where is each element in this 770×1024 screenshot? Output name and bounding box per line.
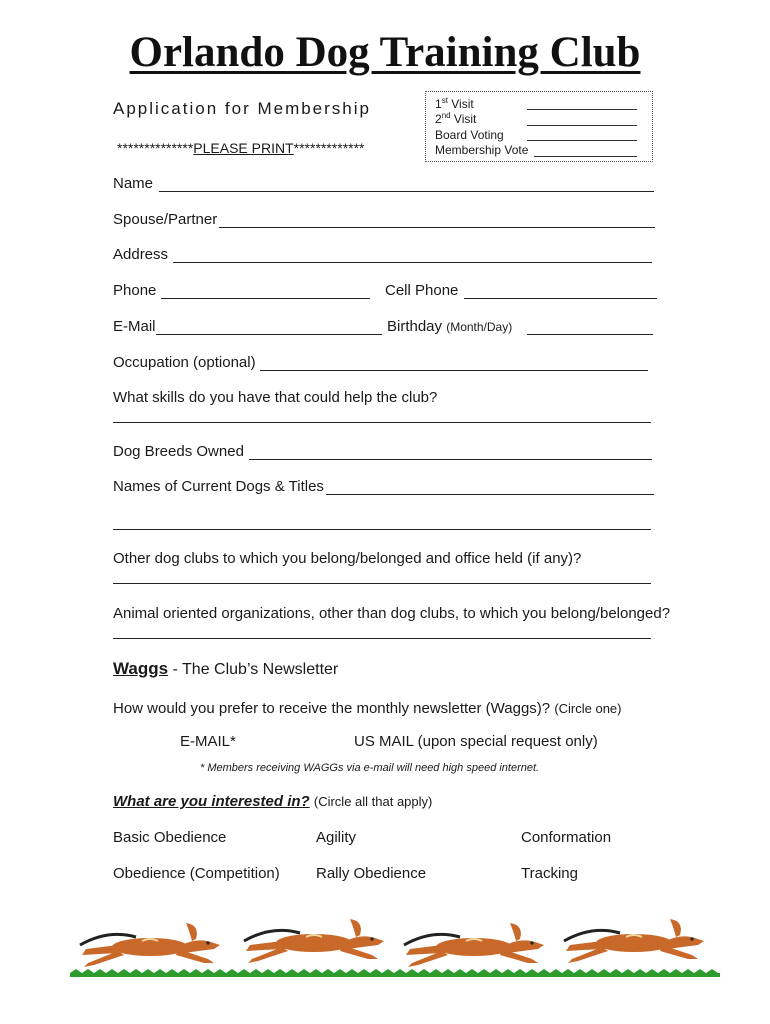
phone-field[interactable] [161,298,370,299]
cell-phone-label: Cell Phone [385,282,459,299]
spouse-label: Spouse/Partner [113,211,218,228]
spouse-field[interactable] [219,227,655,228]
occupation-label: Occupation (optional) [113,354,256,371]
email-label: E-Mail [113,318,156,335]
option-email[interactable]: E-MAIL* [180,733,236,750]
animal-orgs-field[interactable] [113,638,651,639]
second-visit-line[interactable] [527,125,637,126]
interest-agility[interactable]: Agility [316,829,357,846]
name-label: Name [113,175,154,192]
address-label: Address [113,246,169,263]
current-dogs-field-2[interactable] [113,529,651,530]
membership-vote-line[interactable] [534,156,637,157]
occupation-field[interactable] [260,370,648,371]
second-visit-label: 2nd Visit [435,111,477,126]
option-us-mail[interactable]: US MAIL (upon special request only) [354,733,598,750]
newsletter-note: * Members receiving WAGGs via e-mail will need high speed internet. [200,762,540,774]
interest-conformation[interactable]: Conformation [521,829,612,846]
other-clubs-field[interactable] [113,583,651,584]
address-field[interactable] [173,262,652,263]
animal-orgs-label: Animal oriented organizations, other than dog clubs, to which you belong/belonged? [113,605,671,622]
current-dogs-field[interactable] [326,494,654,495]
first-visit-label: 1st Visit [435,96,474,111]
first-visit-line[interactable] [527,109,637,110]
email-field[interactable] [156,334,382,335]
birthday-field[interactable] [527,334,653,335]
name-field[interactable] [159,191,654,192]
membership-vote-label: Membership Vote [435,143,529,157]
application-subtitle: Application for Membership [113,99,371,118]
current-dogs-label: Names of Current Dogs & Titles [113,478,324,495]
office-use-visit-box [425,91,653,162]
birthday-label: Birthday (Month/Day) [387,318,513,335]
grass-strip [70,969,720,977]
other-clubs-label: Other dog clubs to which you belong/belonged and office held (if any)? [113,550,582,567]
newsletter-heading: Waggs - The Club’s Newsletter [113,659,339,678]
club-title: Orlando Dog Training Club [129,29,641,76]
skills-field[interactable] [113,422,651,423]
board-voting-label: Board Voting [435,128,504,142]
cell-phone-field[interactable] [464,298,657,299]
interest-obedience-competition[interactable]: Obedience (Competition) [113,865,280,882]
interest-tracking[interactable]: Tracking [521,865,578,882]
board-voting-line[interactable] [527,140,637,141]
please-print-notice: **************PLEASE PRINT************* [117,140,365,156]
interest-basic-obedience[interactable]: Basic Obedience [113,829,227,846]
interest-rally-obedience[interactable]: Rally Obedience [316,865,427,882]
running-dogs-illustration [70,915,720,980]
breeds-label: Dog Breeds Owned [113,443,244,460]
phone-label: Phone [113,282,157,299]
newsletter-question: How would you prefer to receive the monthly newsletter (Waggs)? (Circle one) [113,700,622,717]
interests-question: What are you interested in? (Circle all that apply) [113,793,433,810]
breeds-field[interactable] [249,459,652,460]
skills-label: What skills do you have that could help the club? [113,389,438,406]
